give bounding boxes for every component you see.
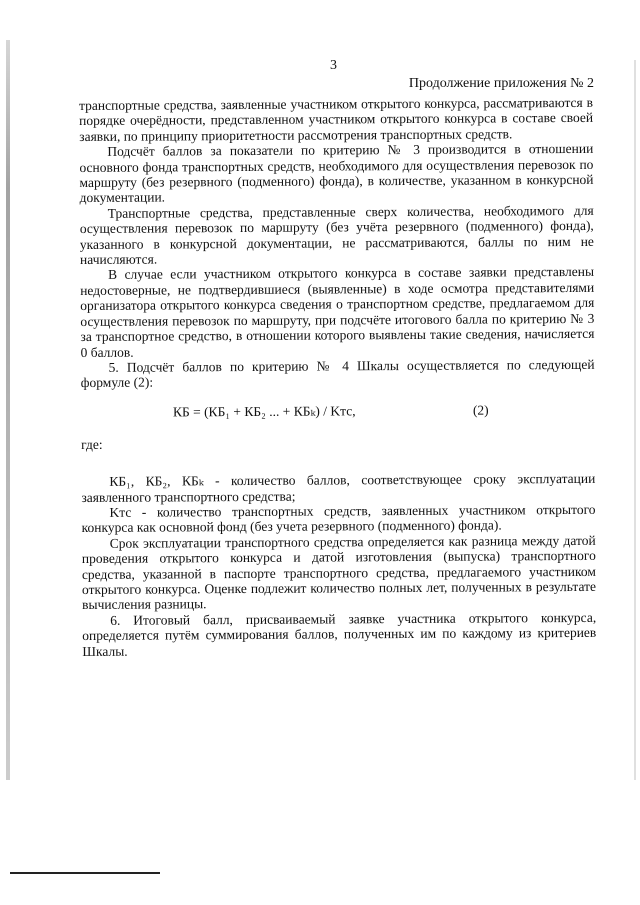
paragraph-5: 5. Подсчёт баллов по критерию № 4 Шкалы осуществляется по следующей формуле (2): <box>80 356 595 391</box>
definition-ktc: Kтс - количество транспортных средств, заявленных участником открытого конкурса как основной фонд (без учета резервного (подменного) фонда). <box>81 501 596 536</box>
page-number: 3 <box>330 58 337 73</box>
scan-binding-edge <box>6 40 10 780</box>
paragraph-3: Транспортные средства, представленные сверх количества, необходимого для осуществления перевозок по маршруту (без учёта резервного (подменного) фонда), указанного в конкурсной документации, не рассматриваются, баллы по ним не начисляются. <box>79 202 594 268</box>
paragraph-6: 6. Итоговый балл, присваиваемый заявке участника открытого конкурса, определяется путём суммирования баллов, полученных им по каждому из критериев Шкалы. <box>82 609 597 659</box>
formula-block <box>81 392 595 437</box>
paragraph-1: транспортные средства, заявленные участником открытого конкурса, рассматриваются в порядке очерёдности, представленном участником открытого конкурса в составе своей заявки, по принципу приоритетности рассмотрения транспортных средств. <box>79 94 594 144</box>
spacer <box>81 449 595 474</box>
footer-rule <box>10 872 160 874</box>
paragraph-service-life: Срок эксплуатации транспортного средства определяется как разница между датой проведения открытого конкурса и датой изготовления (выпуска) транспортного средства, указанной в паспорте транспортного средства, предлагаемого участником открытого конкурса. Оценке подлежит количество полных лет, полученных в результате вычисления разницы. <box>81 532 597 613</box>
formula-number: (2) <box>472 402 489 418</box>
formula-expression: КБ = (КБ₁ + КБ₂ ... + КБₖ) / Kтс, <box>172 403 356 420</box>
where-label: где: <box>81 436 103 452</box>
scan-right-edge <box>634 60 636 780</box>
definition-kb: КБ₁, КБ₂, КБₖ - количество баллов, соответствующее сроку эксплуатации заявленного транспортного средства; <box>81 470 596 505</box>
paragraph-2: Подсчёт баллов за показатели по критерию № 3 производится в отношении основного фонда транспортных средств, необходимого для осуществления перевозок по маршруту (без резервного (подменного) фонда), в количестве, указанном в конкурсной документации. <box>79 141 594 206</box>
document-body <box>79 95 596 659</box>
paragraph-4: В случае если участником открытого конкурса в составе заявки представлены недостоверные, не подтвердившиеся (выявленные) в ходе осмотра представителями организатора открытого конкурса сведения о транспортном средстве, предлагаемом для осуществления перевозок по маршруту, при подсчёте итогового балла по критерию № 3 за транспортное средство, в отношении которого выявлены такие сведения, начисляется 0 баллов. <box>80 264 595 360</box>
running-title: Продолжение приложения № 2 <box>408 76 594 91</box>
